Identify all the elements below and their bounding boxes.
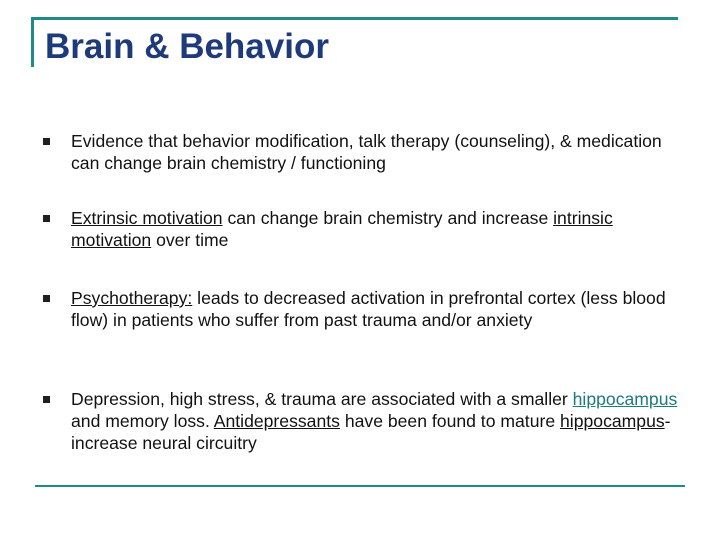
square-bullet-icon <box>43 295 50 302</box>
link-hippocampus[interactable]: hippocampus <box>572 389 678 409</box>
square-bullet-icon <box>43 396 50 403</box>
bullet-text-3 <box>71 287 681 331</box>
title-frame-top-line <box>31 17 678 20</box>
bullet-text-segment: have been found to mature <box>339 411 561 431</box>
bullet-text-segment: leads to decreased activation in prefrontal cortex (less blood flow) in patients who suffer from past trauma and/or anxiety <box>71 288 666 330</box>
bullet-text-segment: and memory loss. <box>71 411 214 431</box>
term-hippocampus: hippocampus <box>560 411 665 431</box>
term-extrinsic-motivation: Extrinsic motivation <box>71 208 223 228</box>
bullet-text-1: Evidence that behavior modification, talk therapy (counseling), & medication can change brain chemistry / functioning <box>71 131 662 173</box>
footer-divider <box>35 485 685 487</box>
title-frame-vertical-line <box>31 17 34 67</box>
bullet-text-2 <box>71 207 681 251</box>
bullet-text-segment: over time <box>151 230 229 250</box>
bullet-text-segment: can change brain chemistry and increase <box>222 208 554 228</box>
slide-title: Brain & Behavior <box>45 27 329 66</box>
bullet-text-4 <box>71 388 681 454</box>
bullet-text-segment: - increase neural circuitry <box>71 411 671 453</box>
square-bullet-icon <box>43 138 50 145</box>
term-psychotherapy: Psychotherapy: <box>71 288 193 308</box>
bullet-text-segment: Depression, high stress, & trauma are associated with a smaller <box>71 389 573 409</box>
square-bullet-icon <box>43 215 50 222</box>
term-antidepressants: Antidepressants <box>213 411 340 431</box>
term-intrinsic-motivation: intrinsic motivation <box>71 208 613 250</box>
